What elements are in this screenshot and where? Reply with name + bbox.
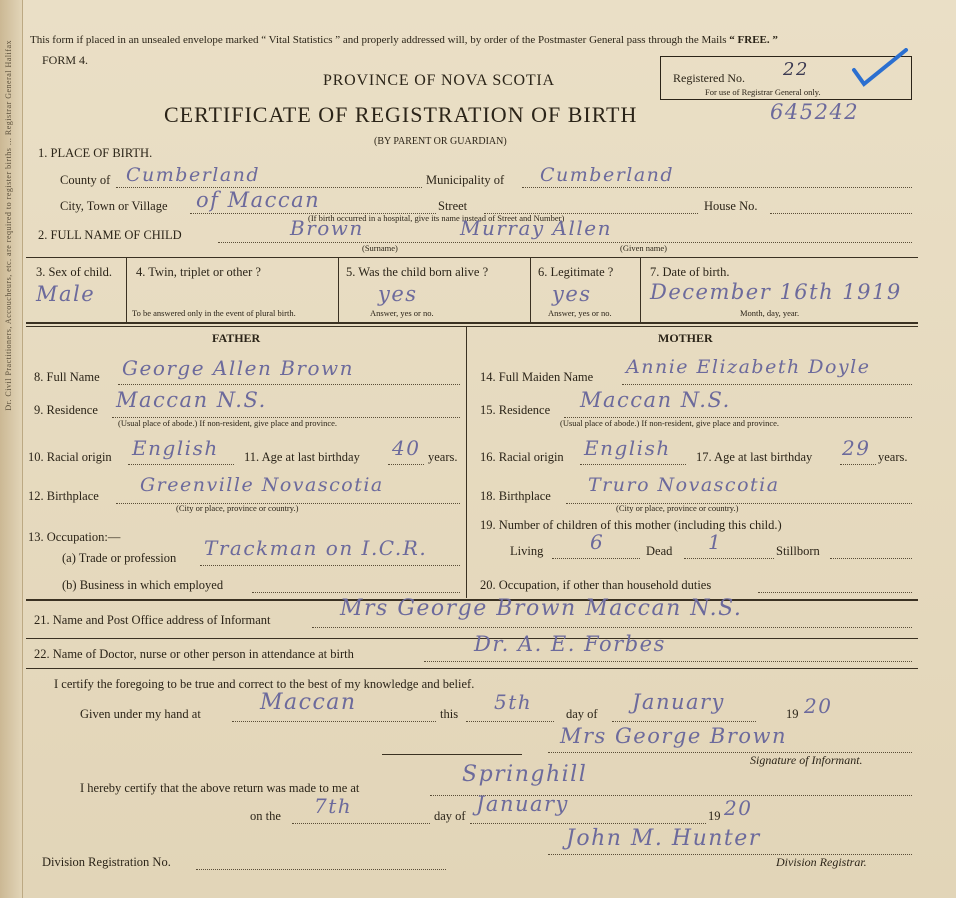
informant-signature: Mrs George Brown (560, 724, 788, 748)
certificate-subtitle: (BY PARENT OR GUARDIAN) (374, 136, 507, 147)
mother-age-value: 29 (842, 436, 871, 460)
mother-residence-note: (Usual place of abode.) If non-resident, give place and province. (560, 418, 780, 428)
legitimate-value: yes (552, 282, 592, 306)
mother-heading: MOTHER (658, 331, 713, 345)
father-name-value: George Allen Brown (122, 356, 355, 380)
dead-label: Dead (646, 544, 673, 558)
given-day-line (466, 721, 554, 722)
father-name-line (118, 384, 460, 385)
child-given-name: Murray Allen (460, 216, 613, 240)
informant-value: Mrs George Brown Maccan N.S. (340, 596, 743, 621)
place-of-birth-label: 1. PLACE OF BIRTH. (38, 146, 153, 160)
sex-value: Male (36, 282, 96, 306)
street-label: Street (438, 199, 468, 213)
father-age-line (388, 464, 424, 465)
mother-occupation-line (758, 592, 912, 593)
registrar-text: I hereby certify that the above return was made to me at (80, 781, 360, 795)
year-prefix: 19 (786, 707, 799, 721)
child-name-line (218, 242, 912, 243)
reg-month: January (476, 792, 569, 816)
row-divider-4 (640, 257, 641, 322)
father-racial-label: 10. Racial origin (28, 450, 112, 464)
registered-note: For use of Registrar General only. (705, 87, 821, 97)
mother-name-line (622, 384, 912, 385)
mother-occupation-label: 20. Occupation, if other than household duties (480, 578, 712, 592)
given-place: Maccan (260, 690, 357, 715)
father-trade-label: (a) Trade or profession (62, 551, 177, 565)
house-line (770, 213, 912, 214)
mother-name-label: 14. Full Maiden Name (480, 370, 594, 384)
hospital-note: (If birth occurred in a hospital, give its name instead of Street and Number) (308, 213, 565, 223)
given-month: January (632, 690, 725, 714)
father-trade-value: Trackman on I.C.R. (204, 536, 428, 560)
given-caption: (Given name) (620, 243, 667, 253)
doctor-label: 22. Name of Doctor, nurse or other person in attendance at birth (34, 647, 354, 661)
father-birthplace-label: 12. Birthplace (28, 489, 99, 503)
signature-caption: Signature of Informant. (750, 753, 863, 767)
father-residence-note: (Usual place of abode.) If non-resident, give place and province. (118, 418, 338, 428)
mother-residence-value: Maccan N.S. (580, 388, 731, 412)
notice-free: “ FREE. ” (729, 34, 778, 46)
living-label: Living (510, 544, 544, 558)
certify-text: I certify the foregoing to be true and correct to the best of my knowledge and belief. (54, 677, 475, 691)
father-occupation-label: 13. Occupation:— (28, 530, 121, 544)
legitimate-label: 6. Legitimate ? (538, 265, 614, 279)
on-the-label: on the (250, 809, 281, 823)
father-years-label: years. (428, 450, 458, 464)
city-label: City, Town or Village (60, 199, 168, 213)
house-label: House No. (704, 199, 758, 213)
dob-note: Month, day, year. (740, 308, 800, 318)
given-month-line (612, 721, 756, 722)
father-trade-line (200, 565, 460, 566)
city-value: of Maccan (196, 188, 321, 212)
notice-lead: This form if placed in an unsealed envelope marked (30, 34, 259, 46)
reg-day-line (292, 823, 430, 824)
father-birthplace-value: Greenville Novascotia (140, 474, 384, 496)
reg-day: 7th (314, 794, 353, 818)
child-name-label: 2. FULL NAME OF CHILD (38, 228, 182, 242)
father-birthplace-note: (City or place, province or country.) (176, 503, 299, 513)
row-divider-1 (126, 257, 127, 322)
certificate-title: CERTIFICATE OF REGISTRATION OF BIRTH (164, 102, 638, 127)
given-label: Given under my hand at (80, 707, 201, 721)
row-divider-3 (530, 257, 531, 322)
living-value: 6 (590, 530, 605, 554)
informant-line (312, 627, 912, 628)
municipality-value: Cumberland (540, 164, 675, 186)
dob-value: December 16th 1919 (650, 280, 902, 304)
father-residence-value: Maccan N.S. (116, 388, 267, 412)
father-racial-line (128, 464, 234, 465)
twin-note: To be answered only in the event of plural birth. (132, 308, 296, 318)
check-mark-icon (850, 48, 910, 88)
father-racial-value: English (132, 436, 219, 460)
alive-value: yes (378, 282, 418, 306)
legitimate-note: Answer, yes or no. (548, 308, 612, 318)
mother-birthplace-label: 18. Birthplace (480, 489, 551, 503)
father-age-label: 11. Age at last birthday (244, 450, 360, 464)
stillborn-label: Stillborn (776, 544, 820, 558)
registered-value: 22 (783, 59, 809, 80)
mother-residence-label: 15. Residence (480, 403, 551, 417)
doctor-rule (26, 668, 918, 669)
mother-birthplace-value: Truro Novascotia (588, 474, 780, 496)
alive-note: Answer, yes or no. (370, 308, 434, 318)
registrar-place: Springhill (462, 762, 588, 787)
father-business-label: (b) Business in which employed (62, 578, 224, 592)
day-of-label: day of (566, 707, 598, 721)
county-value: Cumberland (126, 164, 261, 186)
short-rule (382, 754, 522, 755)
handwritten-number: 645242 (770, 100, 860, 124)
reg-year: 20 (724, 796, 753, 820)
child-surname: Brown (290, 216, 364, 240)
living-line (552, 558, 640, 559)
notice-mid: and properly addressed will, by order of the Postmaster General pass through the Mails (342, 34, 727, 46)
this-label: this (440, 707, 459, 721)
dead-line (684, 558, 774, 559)
sex-label: 3. Sex of child. (36, 265, 113, 279)
mother-name-value: Annie Elizabeth Doyle (626, 356, 871, 378)
county-label: County of (60, 173, 111, 187)
reg-month-line (470, 823, 706, 824)
row-top-rule (26, 257, 918, 258)
doctor-line (424, 661, 912, 662)
notice-vital: “ Vital Statistics ” (261, 34, 341, 46)
registrar-signature: John M. Hunter (566, 826, 761, 851)
reg-year-prefix: 19 (708, 809, 721, 823)
father-name-label: 8. Full Name (34, 370, 100, 384)
row-bottom-rule (26, 322, 918, 324)
mother-racial-label: 16. Racial origin (480, 450, 564, 464)
reg-day-of-label: day of (434, 809, 466, 823)
dob-label: 7. Date of birth. (650, 265, 730, 279)
municipality-label: Municipality of (426, 173, 505, 187)
twin-label: 4. Twin, triplet or other ? (136, 265, 261, 279)
binding-edge (0, 0, 23, 898)
stillborn-line (830, 558, 912, 559)
informant-rule (26, 638, 918, 639)
postal-notice (30, 34, 778, 46)
row-divider-2 (338, 257, 339, 322)
doctor-value: Dr. A. E. Forbes (474, 632, 666, 656)
given-day: 5th (494, 690, 533, 714)
mother-age-label: 17. Age at last birthday (696, 450, 813, 464)
informant-label: 21. Name and Post Office address of Informant (34, 613, 271, 627)
father-heading: FATHER (212, 331, 261, 345)
parents-top-rule (26, 326, 918, 327)
father-residence-label: 9. Residence (34, 403, 98, 417)
dead-value: 1 (708, 530, 723, 554)
form-number: FORM 4. (42, 53, 89, 67)
given-year: 20 (804, 694, 833, 718)
municipality-line (522, 187, 912, 188)
province-title: PROVINCE OF NOVA SCOTIA (323, 72, 555, 89)
father-age-value: 40 (392, 436, 421, 460)
mother-years-label: years. (878, 450, 908, 464)
alive-label: 5. Was the child born alive ? (346, 265, 489, 279)
mother-children-label: 19. Number of children of this mother (including this child.) (480, 518, 782, 532)
surname-caption: (Surname) (362, 243, 398, 253)
father-business-line (252, 592, 460, 593)
division-no-line (196, 869, 446, 870)
mother-racial-value: English (584, 436, 671, 460)
mother-birthplace-note: (City or place, province or country.) (616, 503, 739, 513)
division-no-label: Division Registration No. (42, 855, 171, 869)
given-place-line (232, 721, 436, 722)
registrar-caption: Division Registrar. (776, 855, 867, 869)
mother-age-line (840, 464, 876, 465)
registered-label: Registered No. (673, 71, 745, 85)
parents-divider (466, 326, 467, 598)
edge-text: Dr. Civil Practitioners, Accoucheurs, etc. are required to register births ... Registrar General Halifax (4, 40, 13, 411)
mother-racial-line (580, 464, 686, 465)
